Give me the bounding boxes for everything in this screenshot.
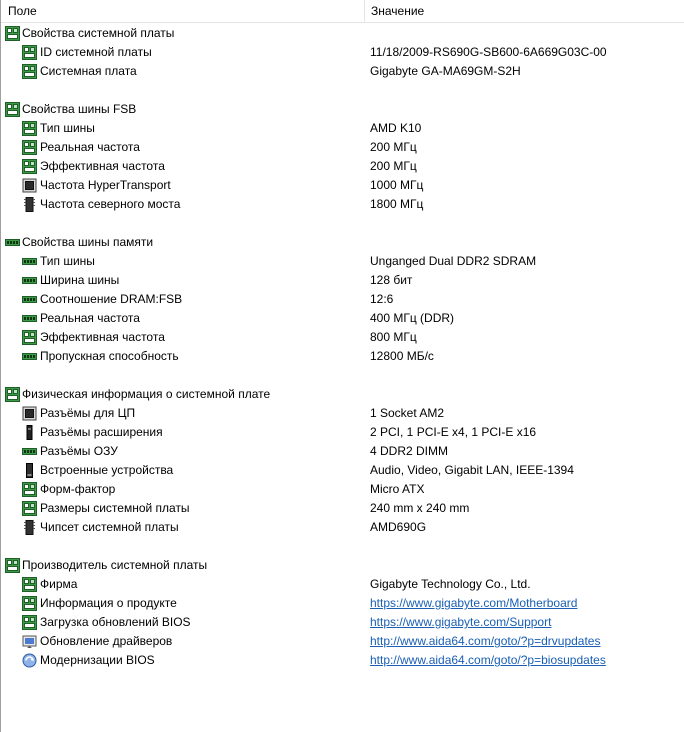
memory-module-icon: [22, 292, 37, 307]
table-row[interactable]: [0, 632, 684, 651]
chipset-icon: [22, 197, 37, 212]
motherboard-icon: [22, 482, 37, 497]
field-label: Чипсет системной платы: [40, 520, 179, 534]
field-label: Фирма: [40, 577, 78, 591]
table-row[interactable]: [0, 613, 684, 632]
section-title: Свойства системной платы: [22, 26, 175, 40]
motherboard-icon: [22, 64, 37, 79]
field-label: Тип шины: [40, 254, 95, 268]
field-value: AMD K10: [370, 121, 422, 135]
motherboard-icon: [5, 102, 20, 117]
field-label: Разъёмы расширения: [40, 425, 163, 439]
field-label: Тип шины: [40, 121, 95, 135]
field-label: Модернизации BIOS: [40, 653, 155, 667]
field-value: 1 Socket AM2: [370, 406, 445, 420]
row-spacer: [0, 537, 684, 556]
memory-module-icon: [22, 311, 37, 326]
chipset-icon: [22, 520, 37, 535]
field-value: Gigabyte GA-MA69GM-S2H: [370, 64, 521, 78]
field-value: 11/18/2009-RS690G-SB600-6A669G03C-00: [370, 45, 607, 59]
motherboard-icon: [5, 387, 20, 402]
table-row[interactable]: [0, 176, 684, 195]
field-label: Информация о продукте: [40, 596, 177, 610]
table-row[interactable]: [0, 328, 684, 347]
field-label: Форм-фактор: [40, 482, 116, 496]
field-value: 2 PCI, 1 PCI-E x4, 1 PCI-E x16: [370, 425, 537, 439]
motherboard-icon: [5, 558, 20, 573]
field-label: ID системной платы: [40, 45, 152, 59]
field-value: 400 МГц (DDR): [370, 311, 455, 325]
table-row[interactable]: [0, 575, 684, 594]
table-row[interactable]: [0, 480, 684, 499]
property-list: [0, 24, 684, 670]
motherboard-icon: [22, 577, 37, 592]
field-value: 240 mm x 240 mm: [370, 501, 470, 515]
field-value: 1800 МГц: [370, 197, 424, 211]
table-row[interactable]: [0, 461, 684, 480]
memory-module-icon: [22, 349, 37, 364]
field-label: Загрузка обновлений BIOS: [40, 615, 191, 629]
memory-module-icon: [5, 235, 20, 250]
field-value: 12:6: [370, 292, 394, 306]
field-value: 12800 МБ/с: [370, 349, 434, 363]
value-link[interactable]: http://www.aida64.com/goto/?p=drvupdates: [370, 634, 601, 648]
value-link[interactable]: https://www.gigabyte.com/Support: [370, 615, 552, 629]
table-row[interactable]: [0, 518, 684, 537]
field-label: Ширина шины: [40, 273, 120, 287]
processor-chip-icon: [22, 178, 37, 193]
section-header[interactable]: [0, 233, 684, 252]
field-label: Реальная частота: [40, 311, 140, 325]
section-header[interactable]: [0, 385, 684, 404]
table-row[interactable]: [0, 442, 684, 461]
field-label: Системная плата: [40, 64, 137, 78]
field-label: Эффективная частота: [40, 159, 165, 173]
driver-update-icon: [22, 634, 37, 649]
table-row[interactable]: [0, 252, 684, 271]
motherboard-icon: [22, 140, 37, 155]
field-label: Обновление драйверов: [40, 634, 173, 648]
motherboard-icon: [22, 159, 37, 174]
list-header: [1, 0, 684, 23]
field-value: 4 DDR2 DIMM: [370, 444, 449, 458]
motherboard-icon: [22, 121, 37, 136]
section-title: Производитель системной платы: [22, 558, 208, 572]
field-label: Частота северного моста: [40, 197, 181, 211]
table-row[interactable]: [0, 62, 684, 81]
field-value: 1000 МГц: [370, 178, 424, 192]
motherboard-icon: [5, 26, 20, 41]
memory-module-icon: [22, 444, 37, 459]
row-spacer: [0, 214, 684, 233]
field-label: Соотношение DRAM:FSB: [40, 292, 183, 306]
table-row[interactable]: [0, 594, 684, 613]
field-value: 200 МГц: [370, 159, 417, 173]
field-label: Пропускная способность: [40, 349, 179, 363]
table-row[interactable]: [0, 157, 684, 176]
table-row[interactable]: [0, 499, 684, 518]
table-row[interactable]: [0, 138, 684, 157]
expansion-slot-icon: [22, 425, 37, 440]
table-row[interactable]: [0, 347, 684, 366]
field-value: Gigabyte Technology Co., Ltd.: [370, 577, 531, 591]
column-header-value[interactable]: Значение: [371, 4, 425, 18]
value-link[interactable]: https://www.gigabyte.com/Motherboard: [370, 596, 578, 610]
onboard-device-icon: [22, 463, 37, 478]
field-label: Частота HyperTransport: [40, 178, 171, 192]
field-label: Размеры системной платы: [40, 501, 190, 515]
table-row[interactable]: [0, 423, 684, 442]
section-header[interactable]: [0, 100, 684, 119]
table-row[interactable]: [0, 119, 684, 138]
field-value: 800 МГц: [370, 330, 417, 344]
motherboard-icon: [22, 45, 37, 60]
field-label: Разъёмы ОЗУ: [40, 444, 118, 458]
motherboard-icon: [22, 615, 37, 630]
motherboard-icon: [22, 501, 37, 516]
memory-module-icon: [22, 254, 37, 269]
value-link[interactable]: http://www.aida64.com/goto/?p=biosupdates: [370, 653, 606, 667]
table-row[interactable]: [0, 309, 684, 328]
column-divider[interactable]: [364, 0, 365, 22]
field-value: Micro ATX: [370, 482, 425, 496]
field-label: Реальная частота: [40, 140, 140, 154]
field-value: Unganged Dual DDR2 SDRAM: [370, 254, 537, 268]
field-value: 128 бит: [370, 273, 413, 287]
motherboard-icon: [22, 330, 37, 345]
table-row[interactable]: [0, 43, 684, 62]
section-title: Свойства шины памяти: [22, 235, 154, 249]
table-row[interactable]: [0, 290, 684, 309]
table-row[interactable]: [0, 271, 684, 290]
field-label: Разъёмы для ЦП: [40, 406, 136, 420]
memory-module-icon: [22, 273, 37, 288]
field-value: AMD690G: [370, 520, 427, 534]
field-value: Audio, Video, Gigabit LAN, IEEE-1394: [370, 463, 574, 477]
section-title: Физическая информация о системной плате: [22, 387, 271, 401]
table-row[interactable]: [0, 404, 684, 423]
bios-update-icon: [22, 653, 37, 668]
motherboard-icon: [22, 596, 37, 611]
row-spacer: [0, 81, 684, 100]
section-header[interactable]: [0, 556, 684, 575]
field-label: Встроенные устройства: [40, 463, 174, 477]
column-header-field[interactable]: Поле: [8, 4, 37, 18]
table-row[interactable]: [0, 195, 684, 214]
field-value: 200 МГц: [370, 140, 417, 154]
row-spacer: [0, 366, 684, 385]
table-row[interactable]: [0, 651, 684, 670]
field-label: Эффективная частота: [40, 330, 165, 344]
section-title: Свойства шины FSB: [22, 102, 137, 116]
processor-chip-icon: [22, 406, 37, 421]
section-header[interactable]: [0, 24, 684, 43]
